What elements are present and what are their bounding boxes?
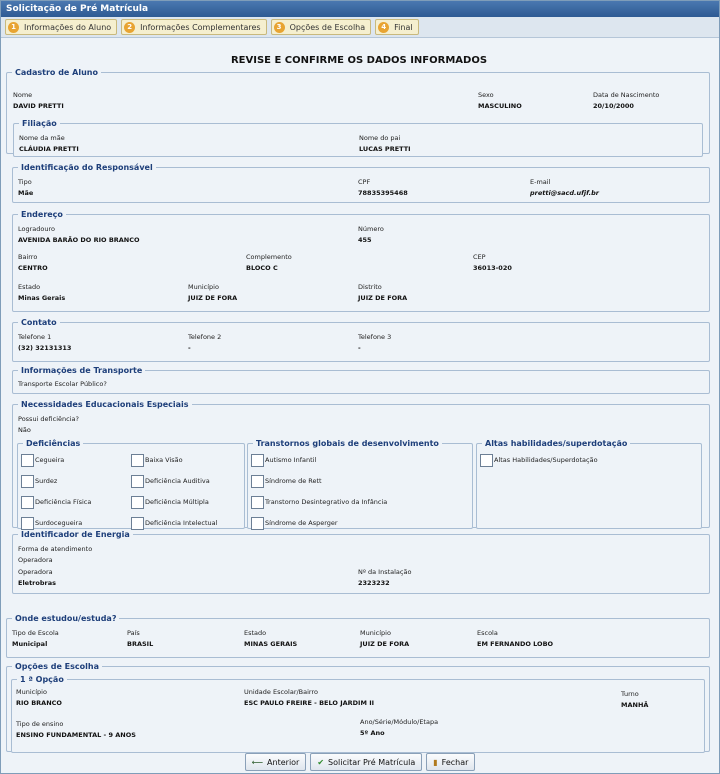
email-value: pretti@sacd.ufjf.br xyxy=(530,189,599,197)
cpf-value: 78835395468 xyxy=(358,189,408,197)
button-label: Fechar xyxy=(441,757,469,767)
bairro-label: Bairro xyxy=(18,253,38,261)
complemento-value: BLOCO C xyxy=(246,264,278,272)
contato-section xyxy=(12,318,710,362)
group-legend: Deficiências xyxy=(26,439,81,448)
section-legend: Endereço xyxy=(21,210,63,219)
nascimento-label: Data de Nascimento xyxy=(593,91,660,99)
pais-value: BRASIL xyxy=(127,640,154,648)
checkbox-label: Deficiência Intelectual xyxy=(145,519,218,527)
cep-value: 36013-020 xyxy=(473,264,512,272)
group-legend: Altas habilidades/superdotação xyxy=(485,439,628,448)
pai-label: Nome do pai xyxy=(359,134,401,142)
distrito-value: JUIZ DE FORA xyxy=(358,294,408,302)
estado-label: Estado xyxy=(18,283,41,291)
distrito-label: Distrito xyxy=(358,283,382,291)
telefone1-value: (32) 32131313 xyxy=(18,344,72,352)
asperger-checkbox[interactable] xyxy=(251,517,264,530)
tipo-escola-label: Tipo de Escola xyxy=(12,629,59,637)
section-legend: Necessidades Educacionais Especiais xyxy=(21,400,189,409)
button-label: Anterior xyxy=(267,757,300,767)
checkbox-label: Altas Habilidades/Superdotação xyxy=(494,456,598,464)
municipio-label: Município xyxy=(188,283,219,291)
wizard-tabs xyxy=(1,17,719,38)
tipo-escola-value: Municipal xyxy=(12,640,48,648)
responsavel-section xyxy=(12,163,710,203)
cegueira-checkbox[interactable] xyxy=(21,454,34,467)
telefone2-value: - xyxy=(188,344,191,352)
checkbox-label: Deficiência Múltipla xyxy=(145,498,209,506)
pais-label: País xyxy=(127,629,140,637)
email-label: E-mail xyxy=(530,178,551,186)
onde-estudou-section xyxy=(6,614,710,658)
step-badge: 1 xyxy=(8,22,19,33)
section-legend: Filiação xyxy=(22,119,57,128)
energia-section xyxy=(12,530,710,594)
action-bar xyxy=(1,751,719,773)
checkbox-label: Surdez xyxy=(35,477,58,485)
checkbox-label: Deficiência Física xyxy=(35,498,92,506)
solicitar-matricula-button[interactable] xyxy=(310,753,422,771)
altas-habilidades-checkbox[interactable] xyxy=(480,454,493,467)
municipio-value: JUIZ DE FORA xyxy=(360,640,410,648)
necessidades-section xyxy=(12,400,710,528)
checkbox-label: Síndrome de Rett xyxy=(265,477,322,485)
tab-final[interactable] xyxy=(375,19,418,35)
unidade-label: Unidade Escolar/Bairro xyxy=(244,688,318,696)
instalacao-label: Nº da Instalação xyxy=(358,568,412,576)
cadastro-section xyxy=(6,68,710,154)
check-icon: ✔ xyxy=(317,757,325,767)
forma-atendimento-value: Operadora xyxy=(18,556,53,564)
tab-label: Final xyxy=(394,22,413,32)
deficiencia-auditiva-checkbox[interactable] xyxy=(131,475,144,488)
mae-value: CLÁUDIA PRETTI xyxy=(19,145,79,153)
filiacao-section xyxy=(13,119,703,157)
autismo-checkbox[interactable] xyxy=(251,454,264,467)
estado-value: MINAS GERAIS xyxy=(244,640,298,648)
operadora-label: Operadora xyxy=(18,568,53,576)
review-content xyxy=(4,40,714,752)
section-legend: Cadastro de Aluno xyxy=(15,68,98,77)
operadora-value: Eletrobras xyxy=(18,579,56,587)
nome-value: DAVID PRETTI xyxy=(13,102,64,110)
municipio-value: JUIZ DE FORA xyxy=(188,294,238,302)
section-legend: Onde estudou/estuda? xyxy=(15,614,117,623)
anterior-button[interactable] xyxy=(245,753,307,771)
municipio-label: Município xyxy=(360,629,391,637)
escola-value: EM FERNANDO LOBO xyxy=(477,640,554,648)
endereco-section xyxy=(12,210,710,312)
section-legend: Opções de Escolha xyxy=(15,662,99,671)
telefone3-value: - xyxy=(358,344,361,352)
surdocegueira-checkbox[interactable] xyxy=(21,517,34,530)
tipo-label: Tipo xyxy=(18,178,32,186)
tab-informacoes-complementares[interactable] xyxy=(121,19,266,35)
turno-label: Turno xyxy=(621,690,639,698)
checkbox-label: Baixa Visão xyxy=(145,456,183,464)
arrow-left-icon: ⟵ xyxy=(251,757,264,767)
checkbox-label: Autismo Infantil xyxy=(265,456,317,464)
bairro-value: CENTRO xyxy=(18,264,48,272)
tab-opcoes-escolha[interactable] xyxy=(271,19,372,35)
transtornos-group xyxy=(247,439,473,529)
deficiencia-resposta: Não xyxy=(18,426,31,434)
nascimento-value: 20/10/2000 xyxy=(593,102,634,110)
step-badge: 4 xyxy=(378,22,389,33)
logradouro-value: AVENIDA BARÃO DO RIO BRANCO xyxy=(18,236,140,244)
checkbox-label: Síndrome de Asperger xyxy=(265,519,338,527)
telefone3-label: Telefone 3 xyxy=(358,333,392,341)
sexo-label: Sexo xyxy=(478,91,494,99)
step-badge: 2 xyxy=(124,22,135,33)
deficiencia-fisica-checkbox[interactable] xyxy=(21,496,34,509)
estado-value: Minas Gerais xyxy=(18,294,66,302)
municipio-label: Município xyxy=(16,688,47,696)
section-legend: Identificador de Energia xyxy=(21,530,130,539)
checkbox-label: Deficiência Auditiva xyxy=(145,477,210,485)
checkbox-label: Surdocegueira xyxy=(35,519,83,527)
pai-value: LUCAS PRETTI xyxy=(359,145,411,153)
tab-label: Opções de Escolha xyxy=(289,22,366,32)
group-legend: Transtornos globais de desenvolvimento xyxy=(256,439,439,448)
logradouro-label: Logradouro xyxy=(18,225,55,233)
primeira-opcao-section xyxy=(11,675,705,753)
numero-label: Número xyxy=(358,225,384,233)
tipo-value: Mãe xyxy=(18,189,34,197)
tab-label: Informações do Aluno xyxy=(24,22,112,32)
door-icon: ▮ xyxy=(433,757,438,767)
turno-value: MANHÃ xyxy=(621,701,649,709)
checkbox-label: Transtorno Desintegrativo da Infância xyxy=(265,498,388,506)
ano-serie-label: Ano/Série/Módulo/Etapa xyxy=(360,718,439,726)
tipo-ensino-label: Tipo de ensino xyxy=(16,720,64,728)
tab-informacoes-aluno[interactable] xyxy=(5,19,117,35)
section-legend: Informações de Transporte xyxy=(21,366,143,375)
altas-habilidades-group xyxy=(476,439,702,529)
page-title: REVISE E CONFIRME OS DADOS INFORMADOS xyxy=(230,55,488,66)
rett-checkbox[interactable] xyxy=(251,475,264,488)
checkbox-label: Cegueira xyxy=(35,456,65,464)
unidade-value: ESC PAULO FREIRE - BELO JARDIM II xyxy=(244,699,375,707)
section-legend: Contato xyxy=(21,318,57,327)
escola-label: Escola xyxy=(477,629,498,637)
estado-label: Estado xyxy=(244,629,267,637)
telefone2-label: Telefone 2 xyxy=(188,333,222,341)
ano-serie-value: 5º Ano xyxy=(360,729,385,737)
baixa-visao-checkbox[interactable] xyxy=(131,454,144,467)
mae-label: Nome da mãe xyxy=(19,134,65,142)
section-legend: 1 ª Opção xyxy=(20,675,64,684)
section-legend: Identificação do Responsável xyxy=(21,163,153,172)
transporte-pergunta: Transporte Escolar Público? xyxy=(18,380,107,388)
deficiencias-group xyxy=(17,439,245,529)
fechar-button[interactable] xyxy=(426,753,475,771)
step-badge: 3 xyxy=(274,22,285,33)
transporte-section xyxy=(12,366,710,394)
telefone1-label: Telefone 1 xyxy=(18,333,52,341)
surdez-checkbox[interactable] xyxy=(21,475,34,488)
button-label: Solicitar Pré Matrícula xyxy=(328,757,416,767)
nome-label: Nome xyxy=(13,91,33,99)
complemento-label: Complemento xyxy=(246,253,292,261)
municipio-value: RIO BRANCO xyxy=(16,699,62,707)
deficiencia-pergunta: Possui deficiência? xyxy=(18,415,79,423)
forma-atendimento-label: Forma de atendimento xyxy=(18,545,93,553)
numero-value: 455 xyxy=(358,236,372,244)
cpf-label: CPF xyxy=(358,178,371,186)
cep-label: CEP xyxy=(473,253,486,261)
window-title: Solicitação de Pré Matrícula xyxy=(1,1,719,17)
deficiencia-intelectual-checkbox[interactable] xyxy=(131,517,144,530)
opcoes-escolha-section xyxy=(6,662,710,752)
sexo-value: MASCULINO xyxy=(478,102,522,110)
tipo-ensino-value: ENSINO FUNDAMENTAL - 9 ANOS xyxy=(16,731,136,739)
instalacao-value: 2323232 xyxy=(358,579,390,587)
desintegrativo-checkbox[interactable] xyxy=(251,496,264,509)
tab-label: Informações Complementares xyxy=(140,22,261,32)
deficiencia-multipla-checkbox[interactable] xyxy=(131,496,144,509)
